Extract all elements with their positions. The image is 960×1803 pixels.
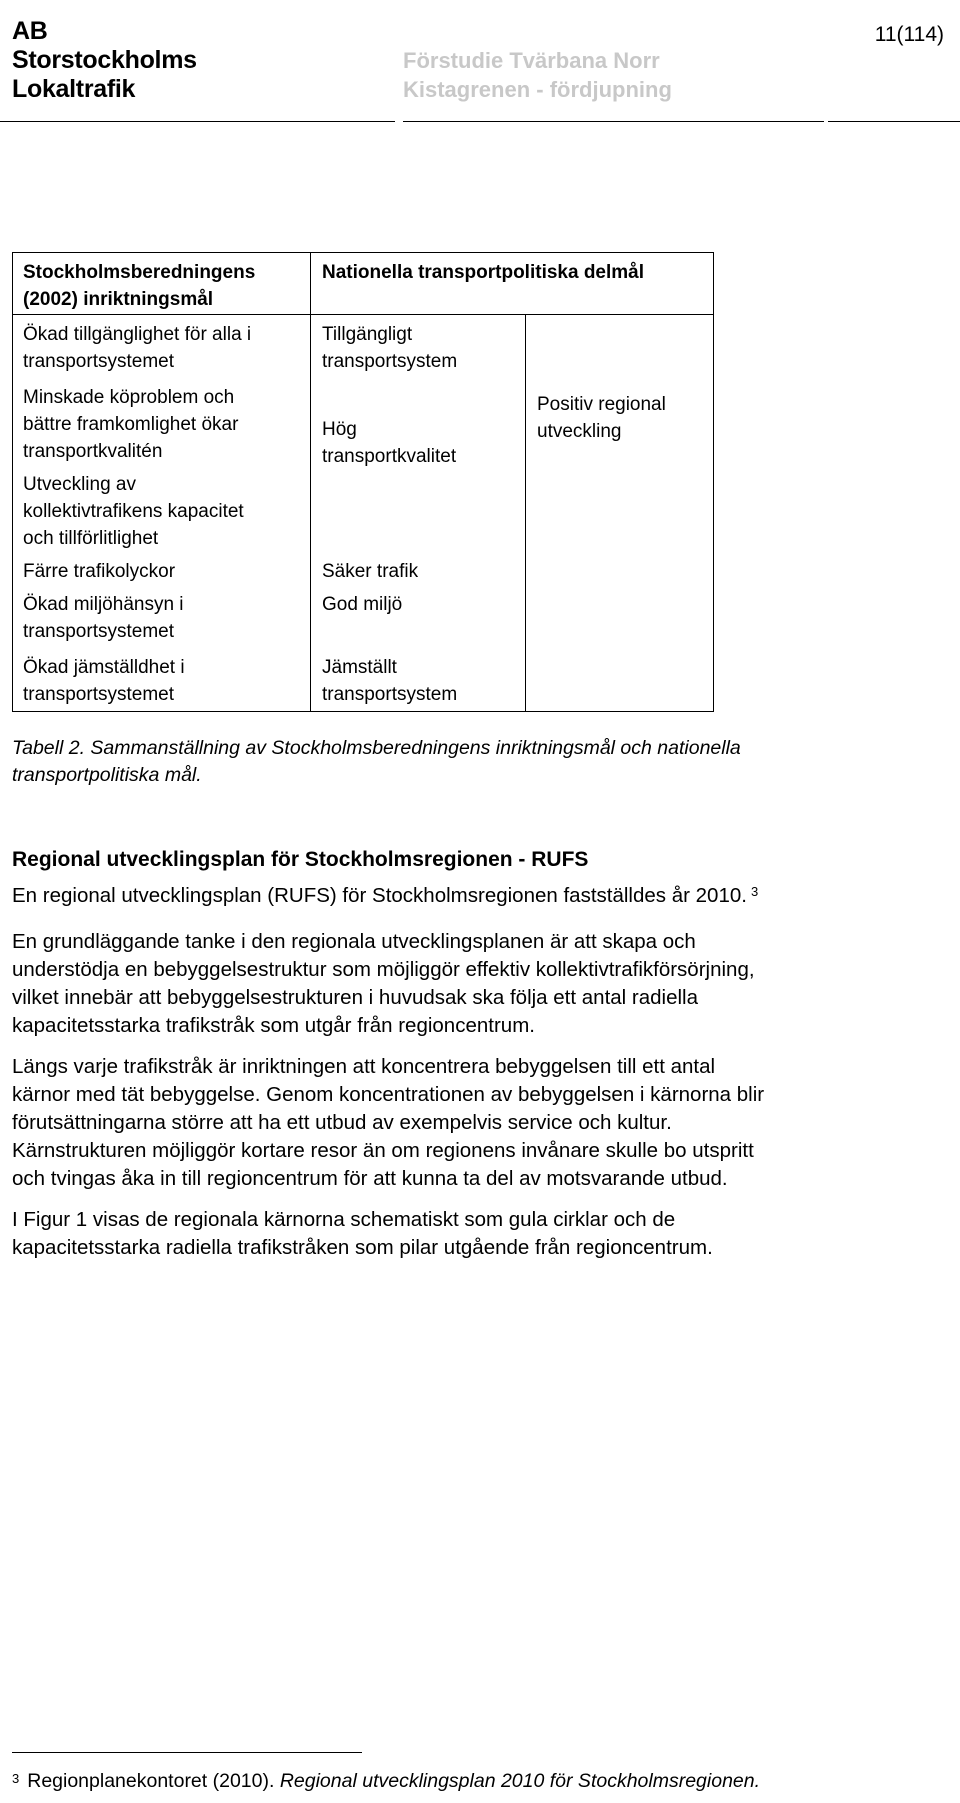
logo-line-3: Lokaltrafik xyxy=(12,75,136,103)
header-divider xyxy=(0,121,395,122)
footnote-title: Regional utvecklingsplan 2010 för Stockholmsregionen. xyxy=(279,1770,761,1792)
table-cell-middle: Hög transportkvalitet xyxy=(322,419,457,467)
footnote-number: 3 xyxy=(12,1771,20,1786)
document-title-line-2: Kistagrenen - fördjupning xyxy=(403,77,672,102)
logo-line-1: AB xyxy=(12,17,48,45)
header-divider xyxy=(828,121,960,122)
table-caption-line-2: transportpolitiska mål. xyxy=(12,764,202,786)
table-caption-line-1: Tabell 2. Sammanställning av Stockholmsberedningens inriktningsmål och nationella xyxy=(12,737,741,759)
paragraph-2: Längs varje trafikstråk är inriktningen att koncentrera bebyggelsen till ett antal kärnor med tät bebyggelse. Genom koncentrationen av bebyggelsen i kärnorna blir förutsättningarna större att ha ett utbud av exempelvis service och kultur. Kärnstrukturen möjliggör kortare resor än om regionens invånare skulle bo utspritt och tvingas åka in till regioncentrum för att kunna ta del av motsvarande utbud. xyxy=(12,1055,765,1190)
table-cell-middle: God miljö xyxy=(322,594,403,615)
table-cell-left: Ökad jämställdhet i transportsystemet xyxy=(23,657,185,705)
intro-paragraph xyxy=(12,882,948,910)
document-title-line-1: Förstudie Tvärbana Norr xyxy=(403,48,660,73)
document-title xyxy=(403,46,672,104)
table-row-divider xyxy=(13,314,310,315)
paragraph-3: I Figur 1 visas de regionala kärnorna schematiskt som gula cirklar och de kapacitetsstarka radiella trafikstråken som pilar utgående från regioncentrum. xyxy=(12,1208,713,1259)
table-cell-left: Färre trafikolyckor xyxy=(23,561,176,582)
footnote-divider xyxy=(12,1752,362,1753)
footnote-source: Regionplanekontoret (2010). xyxy=(27,1770,275,1792)
section-heading: Regional utvecklingsplan för Stockholmsregionen - RUFS xyxy=(12,848,589,871)
table-column-divider xyxy=(310,253,311,711)
paragraph-1: En grundläggande tanke i den regionala utvecklingsplanen är att skapa och understödja en bebyggelsestruktur som möjliggör effektiv kollektivtrafikförsörjning, vilket innebär att bebyggelsestrukturen i huvudsak ska följa ett antal radiella kapacitetsstarka trafikstråk som utgår från regioncentrum. xyxy=(12,930,755,1037)
company-logo xyxy=(12,17,197,104)
table-cell-middle: Tillgängligt transportsystem xyxy=(322,324,458,372)
table-column-divider xyxy=(525,314,526,711)
table-header-right: Nationella transportpolitiska delmål xyxy=(322,262,645,283)
table-caption xyxy=(12,735,912,789)
footnote-reference[interactable]: 3 xyxy=(750,884,759,899)
table-header-left: Stockholmsberedningens (2002) inriktningsmål xyxy=(23,262,256,310)
table-cell-left: Ökad miljöhänsyn i transportsystemet xyxy=(23,594,184,642)
table-row-divider xyxy=(310,314,713,315)
header-divider xyxy=(403,121,824,122)
table-cell-right: Positiv regional utveckling xyxy=(537,394,666,442)
table-cell-middle: Jämställt transportsystem xyxy=(322,657,458,705)
table-cell-left: Ökad tillgänglighet för alla i transportsystemet xyxy=(23,324,252,372)
logo-line-2: Storstockholms xyxy=(12,46,197,74)
footnote xyxy=(12,1768,760,1795)
goals-table xyxy=(12,252,714,712)
table-cell-middle: Säker trafik xyxy=(322,561,419,582)
intro-line: En regional utvecklingsplan (RUFS) för Stockholmsregionen fastställdes år 2010. $^3$ xyxy=(12,884,759,907)
table-cell-left: Minskade köproblem och bättre framkomlighet ökar transportkvalitén xyxy=(23,387,239,462)
table-cell-left: Utveckling av kollektivtrafikens kapacitet och tillförlitlighet xyxy=(23,474,244,549)
page-number: 11(114) xyxy=(874,23,944,46)
